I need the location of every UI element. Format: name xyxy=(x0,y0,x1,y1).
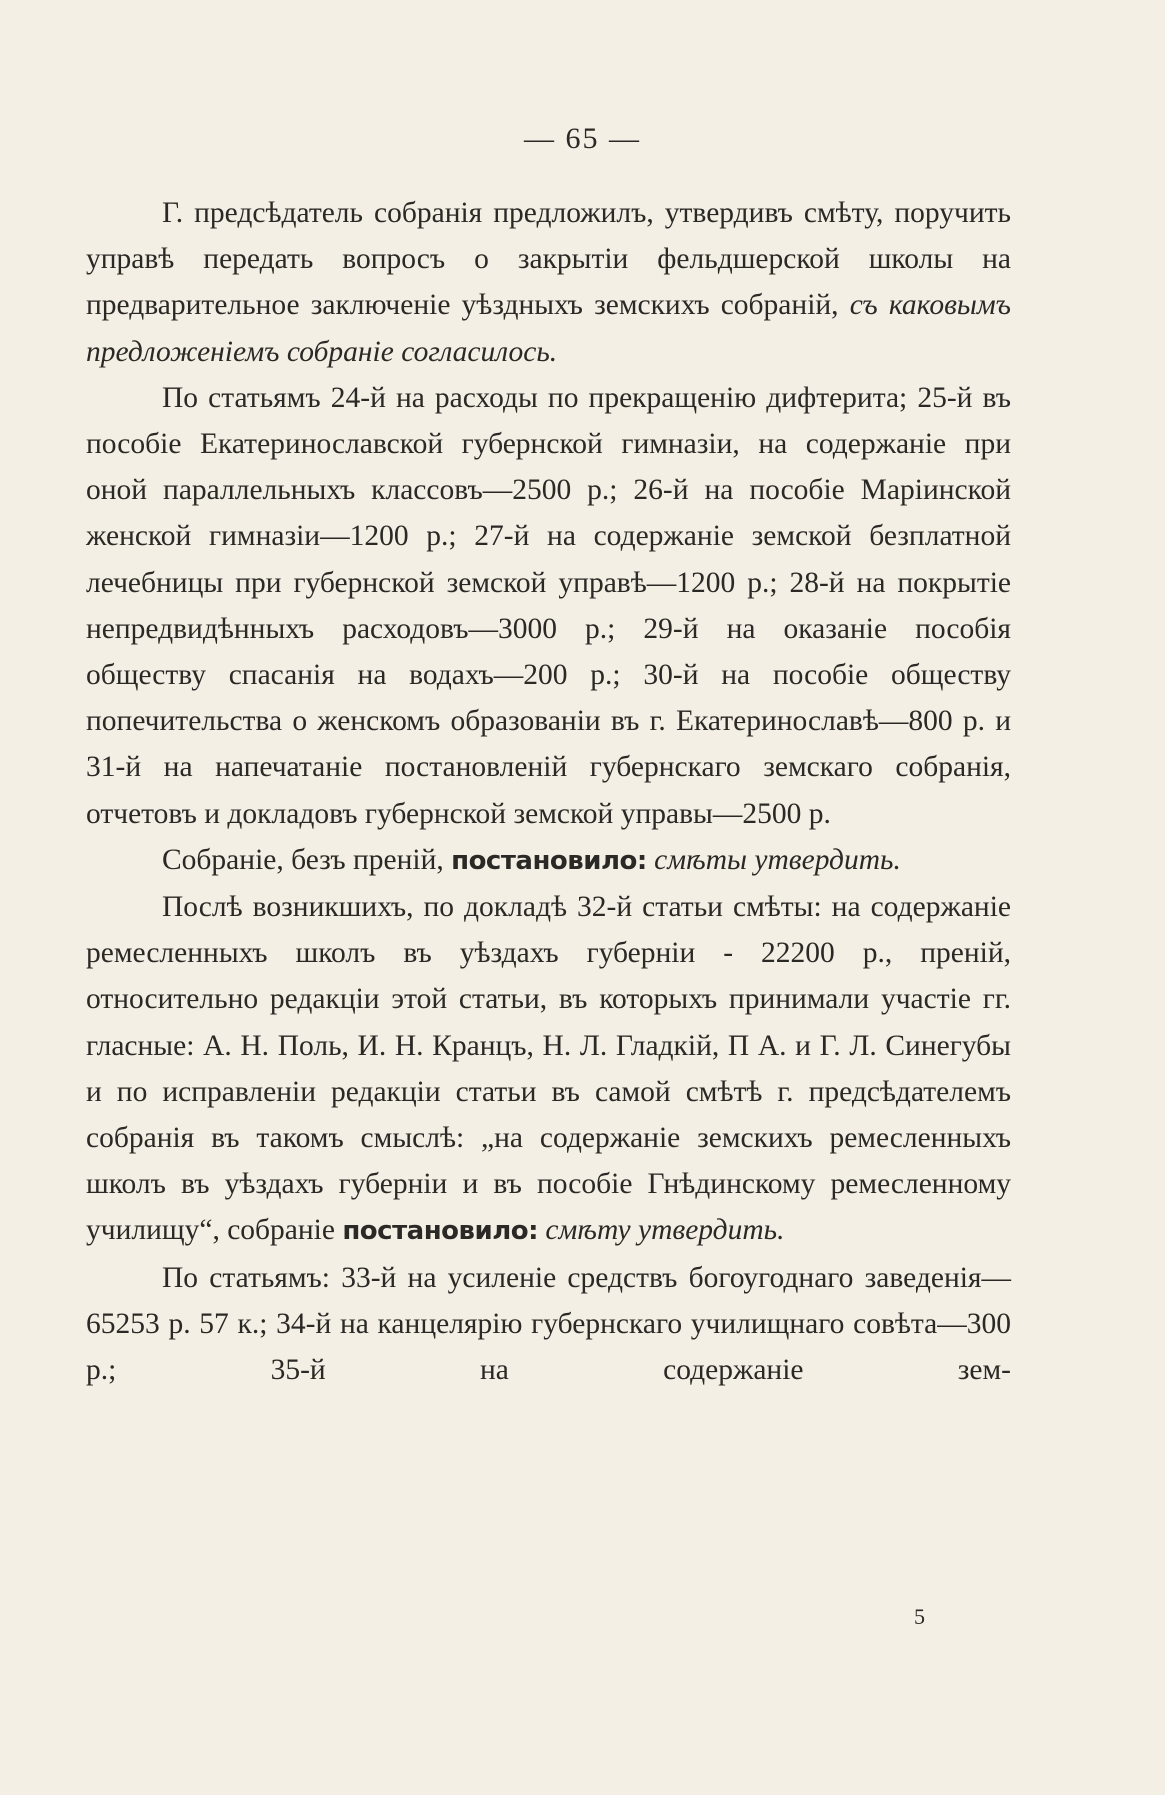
paragraph-4-bold: постановило: xyxy=(342,1216,538,1247)
paragraph-1-italic: съ каковымъ предложеніемъ собраніе согласилось. xyxy=(86,289,1011,368)
body-text xyxy=(86,190,1011,1393)
paragraph-1 xyxy=(86,190,1011,375)
paragraph-4-italic: смѣту утвердить. xyxy=(545,1214,785,1247)
paragraph-3-italic: смѣты утвердить. xyxy=(654,843,901,876)
paragraph-3-text: Собраніе, безъ преній, xyxy=(162,843,452,876)
paragraph-4 xyxy=(86,884,1011,1255)
paragraph-2-text: По статьямъ 24-й на расходы по прекращенію дифтерита; 25-й въ пособіе Екатеринославской губернской гимназіи, на содержаніе при оной параллельныхъ классовъ—2500 р.; 26-й на пособіе Маріинской женской гимназіи—1200 р.; 27-й на содержаніе земской безплатной лечебницы при губернской земской управѣ—1200 р.; 28-й на покрытіе непредвидѣнныхъ расходовъ—3000 р.; 29-й на оказаніе пособія обществу спасанія на водахъ—200 р.; 30-й на пособіе обществу попечительства о женскомъ образованіи въ г. Екатеринославѣ—800 р. и 31-й на напечатаніе постановленій губернскаго земскаго собранія, отчетовъ и докладовъ губернской земской управы—2500 р. xyxy=(86,381,1011,830)
paragraph-3 xyxy=(86,837,1011,884)
paragraph-5-text: По статьямъ: 33-й на усиленіе средствъ богоугоднаго заведенія—65253 р. 57 к.; 34-й на канцелярію губернскаго училищнаго совѣта—300 р.; 35-й на содержаніе зем- xyxy=(86,1261,1011,1387)
paragraph-3-bold: постановило: xyxy=(451,845,647,876)
paragraph-5 xyxy=(86,1255,1011,1394)
paragraph-4-text: Послѣ возникшихъ, по докладѣ 32-й статьи смѣты: на содержаніе ремесленныхъ школъ въ уѣздахъ губерніи - 22200 р., преній, относительно редакціи этой статьи, въ которыхъ принимали участіе гг. гласные: А. Н. Поль, И. Н. Кранцъ, Н. Л. Гладкій, П А. и Г. Л. Синегубы и по исправленіи редакціи статьи въ самой смѣтѣ г. предсѣдателемъ собранія въ такомъ смыслѣ: „на содержаніе земскихъ ремесленныхъ школъ въ уѣздахъ губерніи и въ пособіе Гнѣдинскому ремесленному училищу“, собраніе xyxy=(86,891,1011,1247)
page-number: — 65 — xyxy=(524,122,641,155)
signature-mark: 5 xyxy=(914,1604,925,1629)
paragraph-2 xyxy=(86,375,1011,837)
paragraph-1-text: Г. предсѣдатель собранія предложилъ, утвердивъ смѣту, поручить управѣ передать вопросъ о закрытіи фельдшерской школы на предварительное заключеніе уѣздныхъ земскихъ собраній, xyxy=(86,197,1011,322)
